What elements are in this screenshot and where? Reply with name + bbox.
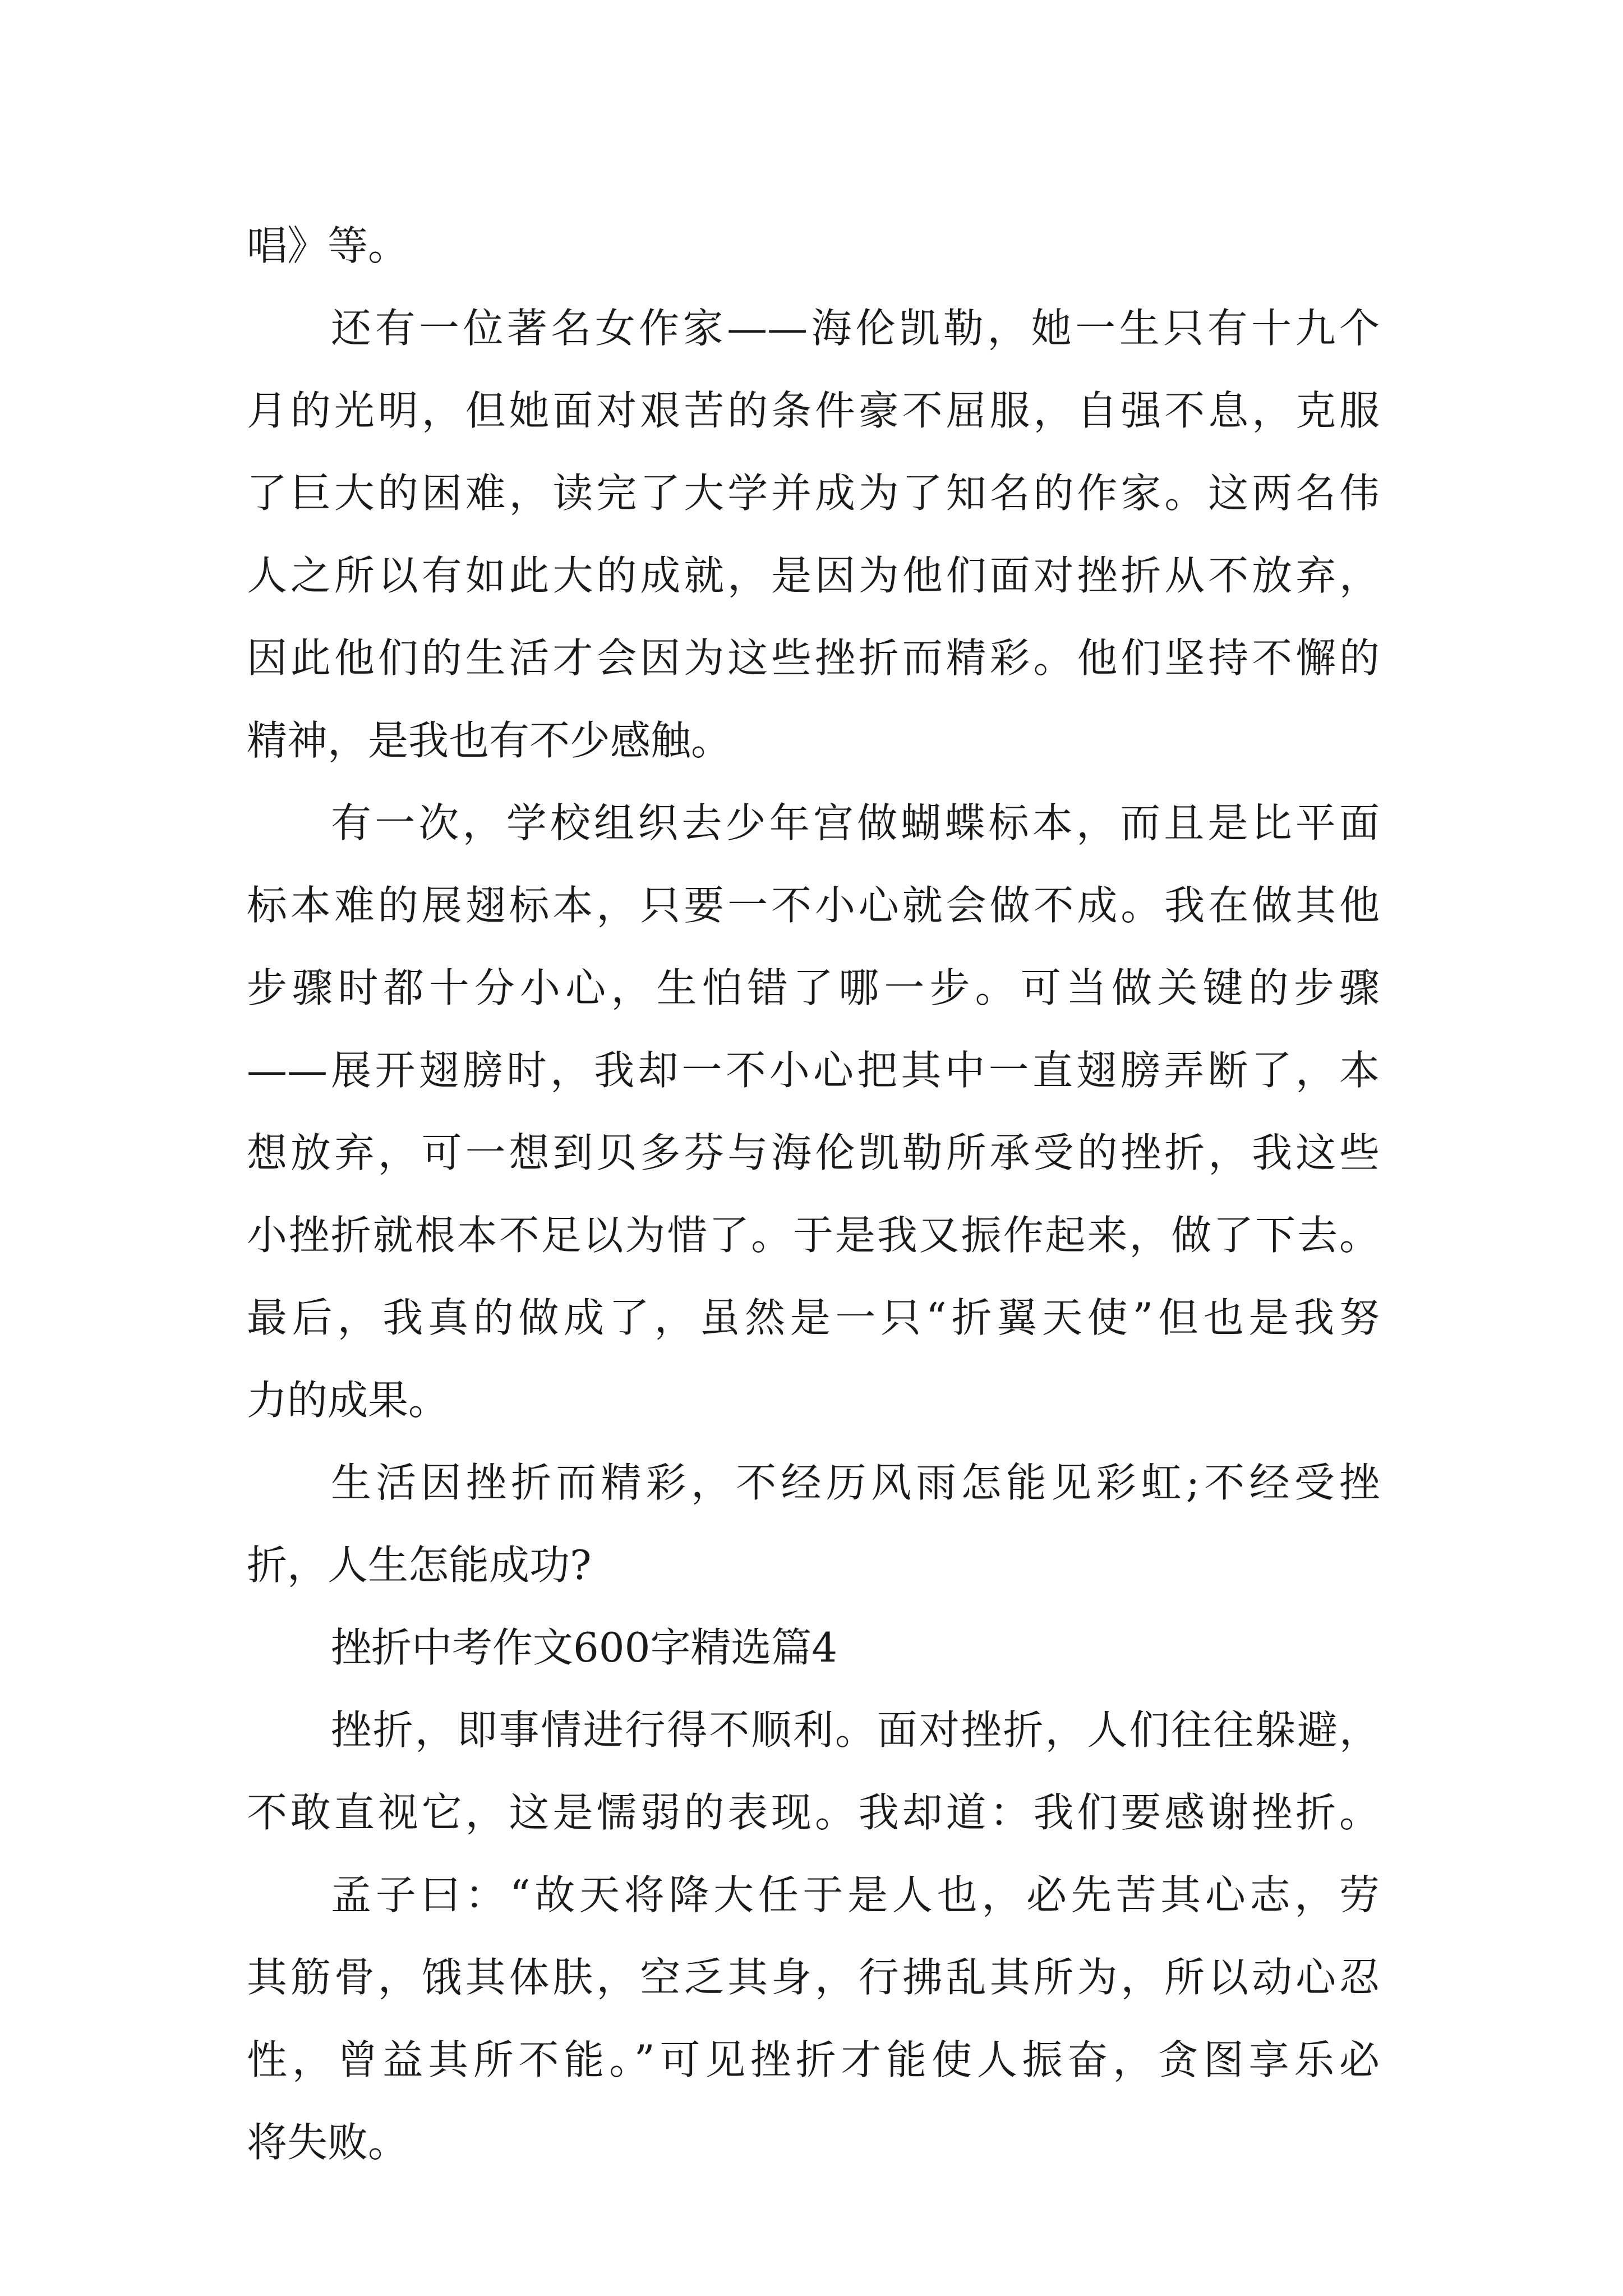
text-line: 步骤时都十分小心，生怕错了哪一步。可当做关键的步骤 bbox=[247, 964, 1380, 1011]
text-line: 唱》等。 bbox=[247, 222, 409, 269]
text-line: 精神，是我也有不少感触。 bbox=[247, 717, 732, 764]
text-line: ——展开翅膀时，我却一不小心把其中一直翅膀弄断了，本 bbox=[247, 1047, 1380, 1094]
text-line: 还有一位著名女作家——海伦凯勒，她一生只有十九个 bbox=[331, 305, 1380, 352]
text-line: 不敢直视它，这是懦弱的表现。我却道：我们要感谢挫折。 bbox=[247, 1789, 1380, 1836]
text-line: 有一次，学校组织去少年宫做蝴蝶标本，而且是比平面 bbox=[331, 799, 1380, 846]
text-line: 挫折，即事情进行得不顺利。面对挫折，人们往往躲避， bbox=[331, 1706, 1380, 1754]
text-line: 将失败。 bbox=[247, 2119, 409, 2166]
text-line: 力的成果。 bbox=[247, 1377, 449, 1424]
text-line: 挫折中考作文600字精选篇4 bbox=[331, 1624, 838, 1671]
text-line: 生活因挫折而精彩，不经历风雨怎能见彩虹;不经受挫 bbox=[331, 1459, 1380, 1506]
text-line: 其筋骨，饿其体肤，空乏其身，行拂乱其所为，所以动心忍 bbox=[247, 1954, 1380, 2001]
text-line: 想放弃，可一想到贝多芬与海伦凯勒所承受的挫折，我这些 bbox=[247, 1129, 1380, 1176]
text-line: 小挫折就根本不足以为惜了。于是我又振作起来，做了下去。 bbox=[247, 1212, 1380, 1259]
text-line: 标本难的展翅标本，只要一不小心就会做不成。我在做其他 bbox=[247, 882, 1380, 929]
text-line: 人之所以有如此大的成就，是因为他们面对挫折从不放弃， bbox=[247, 552, 1380, 599]
text-line: 因此他们的生活才会因为这些挫折而精彩。他们坚持不懈的 bbox=[247, 634, 1380, 682]
text-line: 了巨大的困难，读完了大学并成为了知名的作家。这两名伟 bbox=[247, 470, 1380, 517]
text-line: 月的光明，但她面对艰苦的条件豪不屈服，自强不息，克服 bbox=[247, 387, 1380, 434]
text-line: 最后，我真的做成了，虽然是一只“折翼天使”但也是我努 bbox=[247, 1294, 1380, 1341]
text-line: 折，人生怎能成功? bbox=[247, 1542, 592, 1589]
body-text bbox=[247, 205, 1380, 2184]
text-line: 性，曾益其所不能。”可见挫折才能使人振奋，贪图享乐必 bbox=[247, 2036, 1380, 2083]
text-line: 孟子曰：“故天将降大任于是人也，必先苦其心志，劳 bbox=[331, 1871, 1380, 1918]
